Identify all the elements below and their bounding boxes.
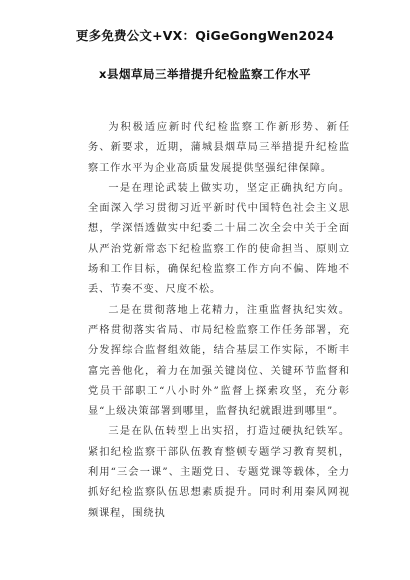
paragraph-team: 三是在队伍转型上出实招，打造过硬执纪铁军。紧扣纪检监察干部队伍教育整顿专题学习教育契机，利用“三会一课”、主题党日、专题党课等载体，全力抓好纪检监察队伍思想素质提升。同时利用秦风网视频课程，围绕执 xyxy=(88,426,350,519)
promo-header: 更多免费公文+VX：QiGeGongWen2024 xyxy=(75,28,335,43)
paragraph-intro: 为积极适应新时代纪检监察工作新形势、新任务、新要求，近期，蒲城县烟草局三举措提升纪检监察工作水平为企业高质量发展提供坚强纪律保障。 xyxy=(88,122,350,174)
document-body xyxy=(88,118,350,524)
document-title: x县烟草局三举措提升纪检监察工作水平 xyxy=(99,67,311,81)
paragraph-theory: 一是在理论武装上做实功，坚定正确执纪方向。全面深入学习贯彻习近平新时代中国特色社会主义思想，学深悟透做实中纪委二十届二次全会中关于全面从严治党新常态下纪检监察工作的使命担当、原则立场和工作目标，确保纪检监察工作方向不偏、阵地不丢、节奏不变、尺度不松。 xyxy=(88,182,350,296)
paragraph-implementation: 二是在贯彻落地上花精力，注重监督执纪实效。严格贯彻落实省局、市局纪检监察工作任务部署，充分发挥综合监督组效能，结合基层工作实际，不断丰富完善他化，着力在加强关键岗位、关键环节监督和党员干部职工“八小时外”监督上探索攻坚，充分彰显“上级决策部署到哪里，监督执纪就跟进到哪里”。 xyxy=(88,304,350,418)
